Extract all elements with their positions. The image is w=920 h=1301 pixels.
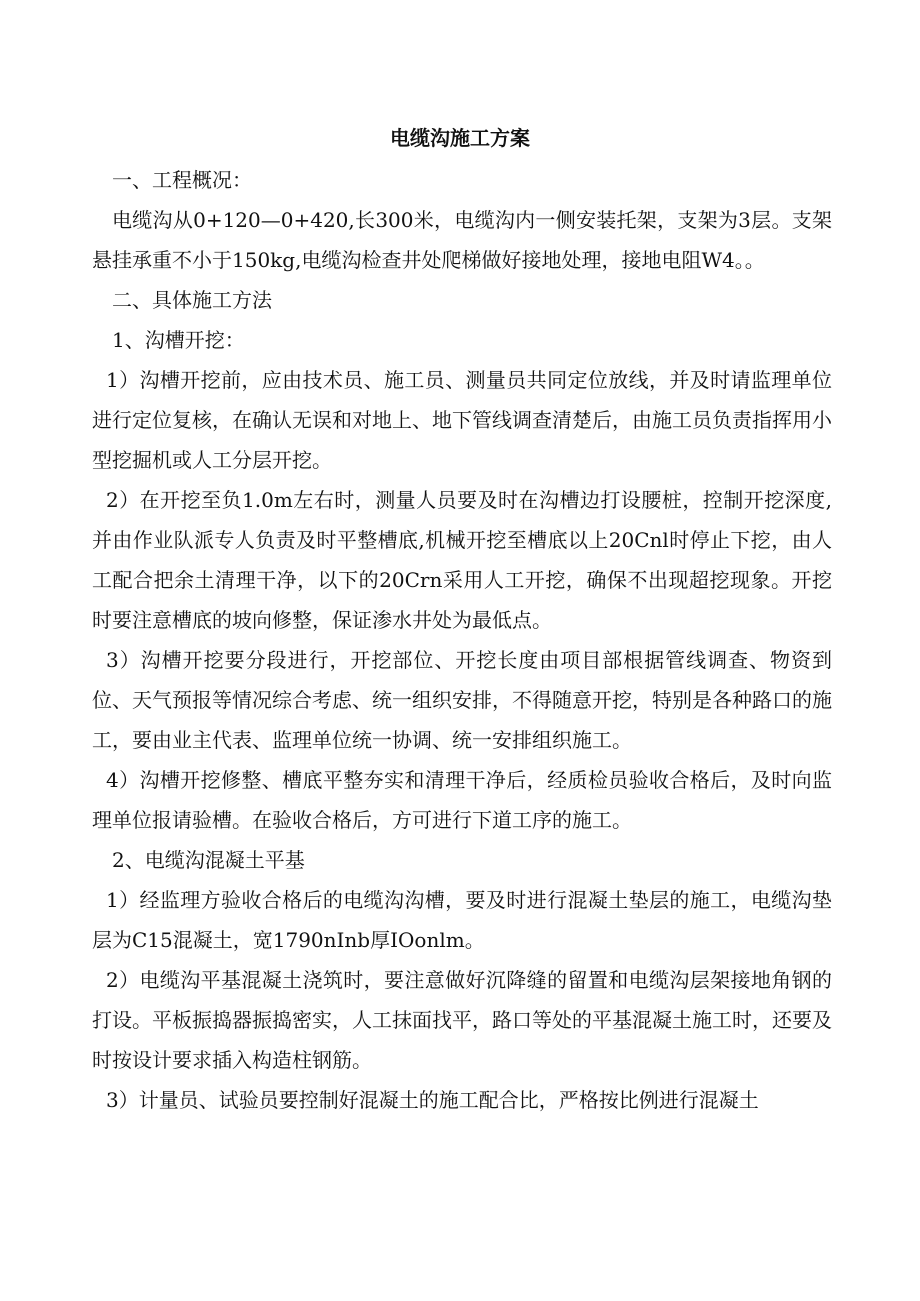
- document-title: 电缆沟施工方案: [390, 126, 530, 150]
- document-body: [92, 160, 832, 1120]
- section-heading-overview: 一、工程概况：: [112, 168, 252, 192]
- paragraph-concrete-2: 2）电缆沟平基混凝土浇筑时，要注意做好沉降缝的留置和电缆沟层架接地角钢的打设。平板振捣器振捣密实，人工抹面找平，路口等处的平基混凝土施工时，还要及时按设计要求插入构造柱钢筋。: [92, 968, 832, 1072]
- subheading-concrete-base: 2、电缆沟混凝土平基: [112, 848, 305, 872]
- paragraph-excavation-4: 4）沟槽开挖修整、槽底平整夯实和清理干净后，经质检员验收合格后，及时向监理单位报请验槽。在验收合格后，方可进行下道工序的施工。: [92, 768, 832, 832]
- section-heading-methods: 二、具体施工方法: [112, 288, 272, 312]
- paragraph-concrete-1: 1）经监理方验收合格后的电缆沟沟槽，要及时进行混凝土垫层的施工，电缆沟垫层为C15混凝土，宽1790nInb厚IOonlm。: [92, 888, 832, 952]
- paragraph-excavation-3: 3）沟槽开挖要分段进行，开挖部位、开挖长度由项目部根据管线调查、物资到位、天气预报等情况综合考虑、统一组织安排，不得随意开挖，特别是各种路口的施工，要由业主代表、监理单位统一协调、统一安排组织施工。: [92, 648, 832, 752]
- paragraph-excavation-1: 1）沟槽开挖前，应由技术员、施工员、测量员共同定位放线，并及时请监理单位进行定位复核，在确认无误和对地上、地下管线调查清楚后，由施工员负责指挥用小型挖掘机或人工分层开挖。: [92, 368, 832, 472]
- paragraph-concrete-3: 3）计量员、试验员要控制好混凝土的施工配合比，严格按比例进行混凝土: [106, 1088, 759, 1112]
- paragraph-excavation-2: 2）在开挖至负1.0m左右时，测量人员要及时在沟槽边打设腰桩，控制开挖深度,并由作业队派专人负责及时平整槽底,机械开挖至槽底以上20Cnl时停止下挖，由人工配合把余土清理干净，以下的20Crn采用人工开挖，确保不出现超挖现象。开挖时要注意槽底的坡向修整，保证渗水井处为最低点。: [92, 488, 832, 632]
- subheading-trench-excavation: 1、沟槽开挖：: [112, 328, 245, 352]
- paragraph-overview: 电缆沟从0+120—0+420,长300米，电缆沟内一侧安装托架，支架为3层。支架悬挂承重不小于150kg,电缆沟检查井处爬梯做好接地处理，接地电阻W4。。: [92, 208, 832, 272]
